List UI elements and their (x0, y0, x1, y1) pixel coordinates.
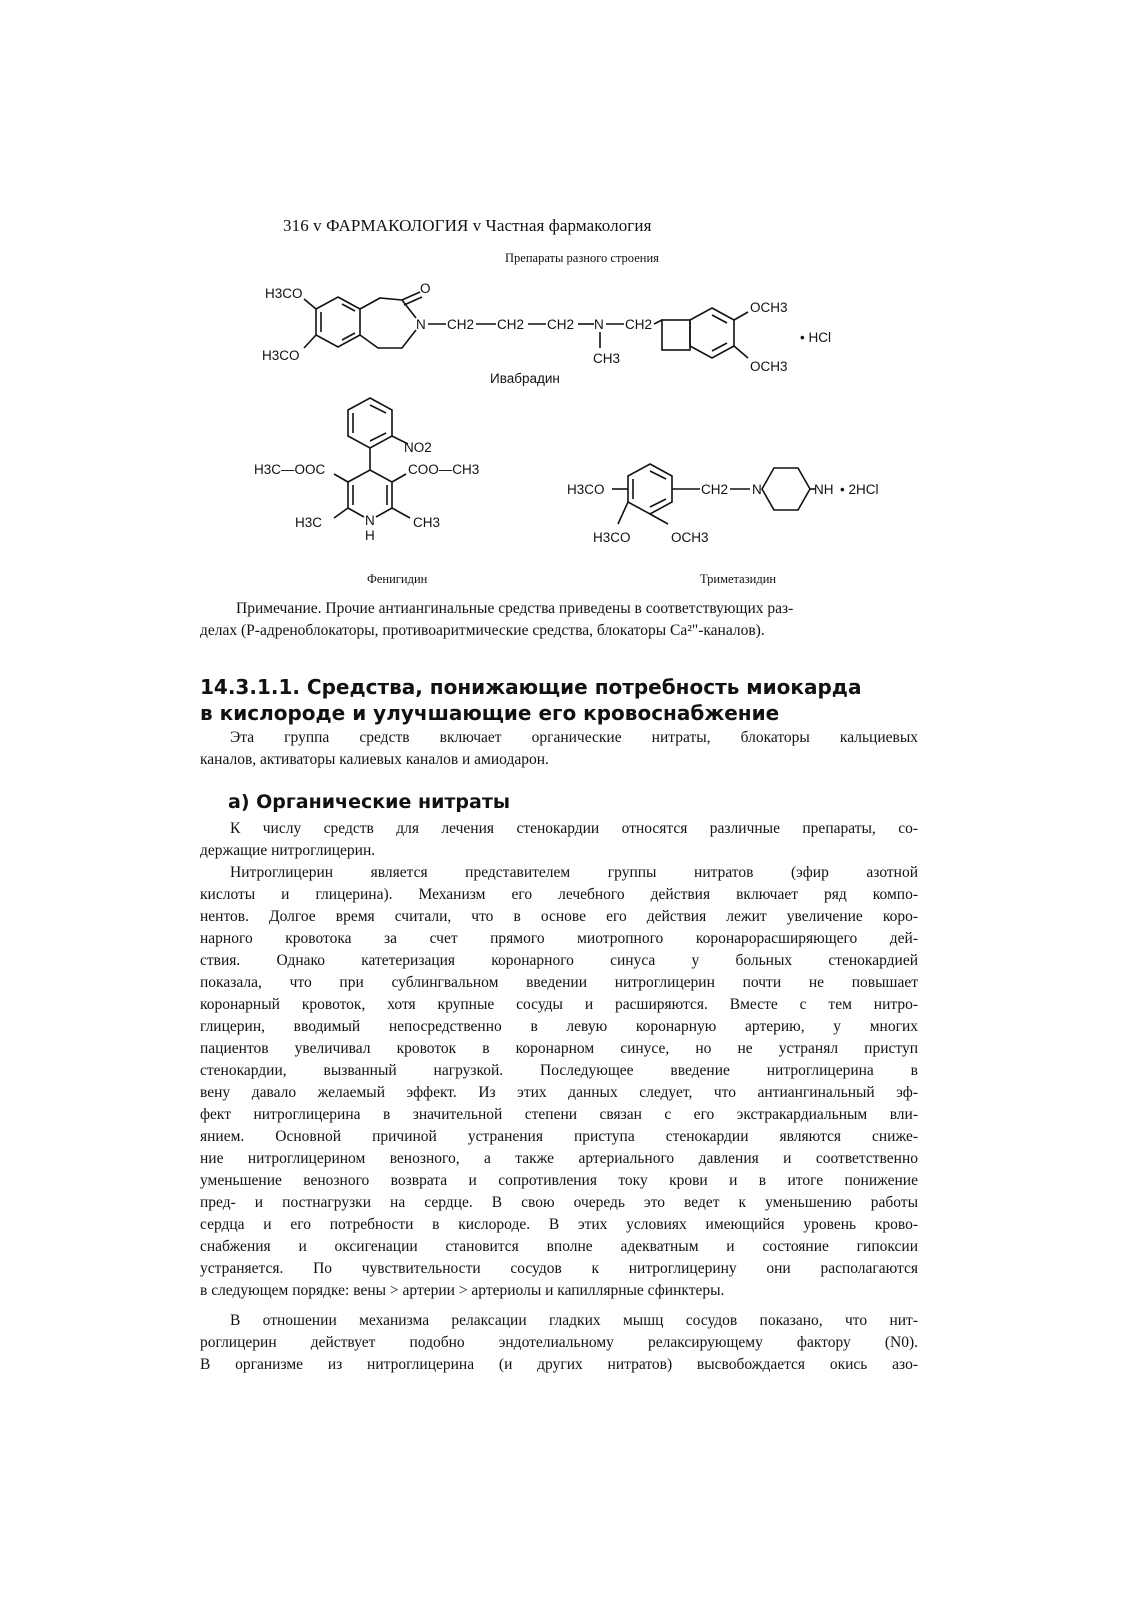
paragraph-line: стенокардии, вызванный нагрузкой. Последующее введение нитроглицерина в (200, 1062, 918, 1079)
trimetazidine-salt: • 2HCl (840, 482, 879, 497)
fenigidine-caption: Фенигидин (367, 572, 428, 586)
section-heading-line-1: 14.3.1.1. Средства, понижающие потребность миокарда (200, 675, 862, 699)
intro-line: Эта группа средств включает органические нитраты, блокаторы кальциевых (230, 729, 918, 746)
ivabradine-methoxy-top: H3CO (265, 286, 303, 301)
paragraph-line: пациентов увеличивал кровоток в коронарном синусе, но не устранял приступ (200, 1040, 918, 1057)
paragraph-2 (200, 862, 918, 1302)
paragraph-line: вену давало желаемый эффект. Из этих данных следует, что антиангинальный эф- (200, 1084, 918, 1101)
ivabradine-methoxy-right-bottom: OCH3 (750, 359, 788, 374)
paragraph-line: показала, что при сублингвальном введении нитроглицерин почти не повышает (200, 974, 918, 991)
note-line-1: Примечание. Прочие антиангинальные средства приведены в соответствующих раз- (236, 600, 794, 617)
paragraph-line: роглицерин действует подобно эндотелиальному релаксирующему фактору (N0). (200, 1334, 918, 1351)
structures-group-caption: Препараты разного строения (505, 251, 659, 265)
paragraph-line: Нитроглицерин является представителем группы нитратов (эфир азотной (230, 864, 918, 881)
section-heading-line-2: в кислороде и улучшающие его кровоснабжение (200, 701, 780, 725)
ivabradine-structure (304, 292, 748, 358)
fenigidine-structure (334, 398, 410, 518)
paragraph-line: В отношении механизма релаксации гладких мышц сосудов показано, что нит- (230, 1312, 918, 1329)
ivabradine-ch2-b: CH2 (497, 317, 525, 332)
ivabradine-salt: • HCl (800, 330, 831, 345)
sub-heading: а) Органические нитраты (228, 791, 511, 813)
ivabradine-methoxy-right-top: OCH3 (750, 300, 788, 315)
paragraph-line: янием. Основной причиной устранения приступа стенокардии являются сниже- (200, 1128, 918, 1145)
paragraph-line: уменьшение венозного возврата и сопротивления току крови и в итоге понижение (200, 1172, 918, 1189)
fenigidine-methyl-left: H3C (295, 515, 323, 530)
paragraph-1 (200, 818, 918, 862)
fenigidine-ester-left: H3C—OOC (254, 462, 326, 477)
fenigidine-ester-right: COO—CH3 (408, 462, 480, 477)
paragraph-line: устраняется. По чувствительности сосудов к нитроглицерину они располагаются (200, 1260, 918, 1277)
running-head: 316 v ФАРМАКОЛОГИЯ v Частная фармакология (283, 216, 652, 235)
note-line-2: делах (Р-адреноблокаторы, противоаритмические средства, блокаторы Ca²"-каналов). (200, 622, 765, 639)
paragraph-line: ствия. Однако катетеризация коронарного синуса у больных стенокардией (200, 952, 918, 969)
ivabradine-ch3: CH3 (593, 351, 621, 366)
paragraph-line: К числу средств для лечения стенокардии относятся различные препараты, со- (230, 820, 918, 837)
section-heading (200, 674, 900, 726)
paragraph-line: нарного кровотока за счет прямого миотропного коронарорасширяющего дей- (200, 930, 918, 947)
paragraph-3 (200, 1310, 918, 1376)
paragraph-line: нентов. Долгое время считали, что в основе его действия лежит увеличение коро- (200, 908, 918, 925)
fenigidine-nitro: NO2 (404, 440, 432, 455)
trimetazidine-nh: NH (814, 482, 834, 497)
ivabradine-ch2-d: CH2 (625, 317, 653, 332)
fenigidine-ring-h: H (365, 528, 375, 543)
trimetazidine-methoxy-bottom: H3CO (593, 530, 631, 545)
ivabradine-n1: N (416, 317, 426, 332)
paragraph-line: кислоты и глицерина). Механизм его лечебного действия включает ряд компо- (200, 886, 918, 903)
ivabradine-name: Ивабрадин (490, 371, 560, 386)
trimetazidine-ch2: CH2 (701, 482, 729, 497)
intro-paragraph (200, 727, 918, 771)
ivabradine-ch2-c: CH2 (547, 317, 575, 332)
paragraph-line: сердца и его потребности в кислороде. В этих условиях имеющийся уровень крово- (200, 1216, 918, 1233)
paragraph-line: в следующем порядке: вены > артерии > артериолы и капиллярные сфинктеры. (200, 1282, 725, 1299)
trimetazidine-methoxy-right: OCH3 (671, 530, 709, 545)
ivabradine-methoxy-bottom: H3CO (262, 348, 300, 363)
trimetazidine-methoxy-left: H3CO (567, 482, 605, 497)
paragraph-line: глицерин, вводимый непосредственно в левую коронарную артерию, у многих (200, 1018, 918, 1035)
trimetazidine-n: N (752, 482, 762, 497)
paragraph-line: фект нитроглицерина в значительной степени связан с его экстракардиальным вли- (200, 1106, 918, 1123)
paragraph-line: В организме из нитроглицерина (и других нитратов) высвобождается окись азо- (200, 1356, 918, 1373)
ivabradine-oxo: O (420, 281, 431, 296)
paragraph-line: пред- и постнагрузки на сердце. В свою очередь это ведет к уменьшению работы (200, 1194, 918, 1211)
paragraph-line: снабжения и оксигенации становится вполне адекватным и состояние гипоксии (200, 1238, 918, 1255)
chemical-structures-figure (0, 0, 1132, 600)
trimetazidine-caption: Триметазидин (700, 572, 777, 586)
fenigidine-ring-n: N (365, 513, 375, 528)
figure-note (200, 598, 918, 642)
paragraph-line: коронарный кровоток, хотя крупные сосуды и расширяются. Вместе с тем нитро- (200, 996, 918, 1013)
ivabradine-n2: N (594, 317, 604, 332)
paragraph-line: ние нитроглицерином венозного, а также артериального давления и соответственно (200, 1150, 918, 1167)
paragraph-line: держащие нитроглицерин. (200, 842, 376, 859)
intro-line: каналов, активаторы калиевых каналов и амиодарон. (200, 751, 549, 768)
fenigidine-methyl-right: CH3 (413, 515, 441, 530)
ivabradine-ch2-a: CH2 (447, 317, 475, 332)
